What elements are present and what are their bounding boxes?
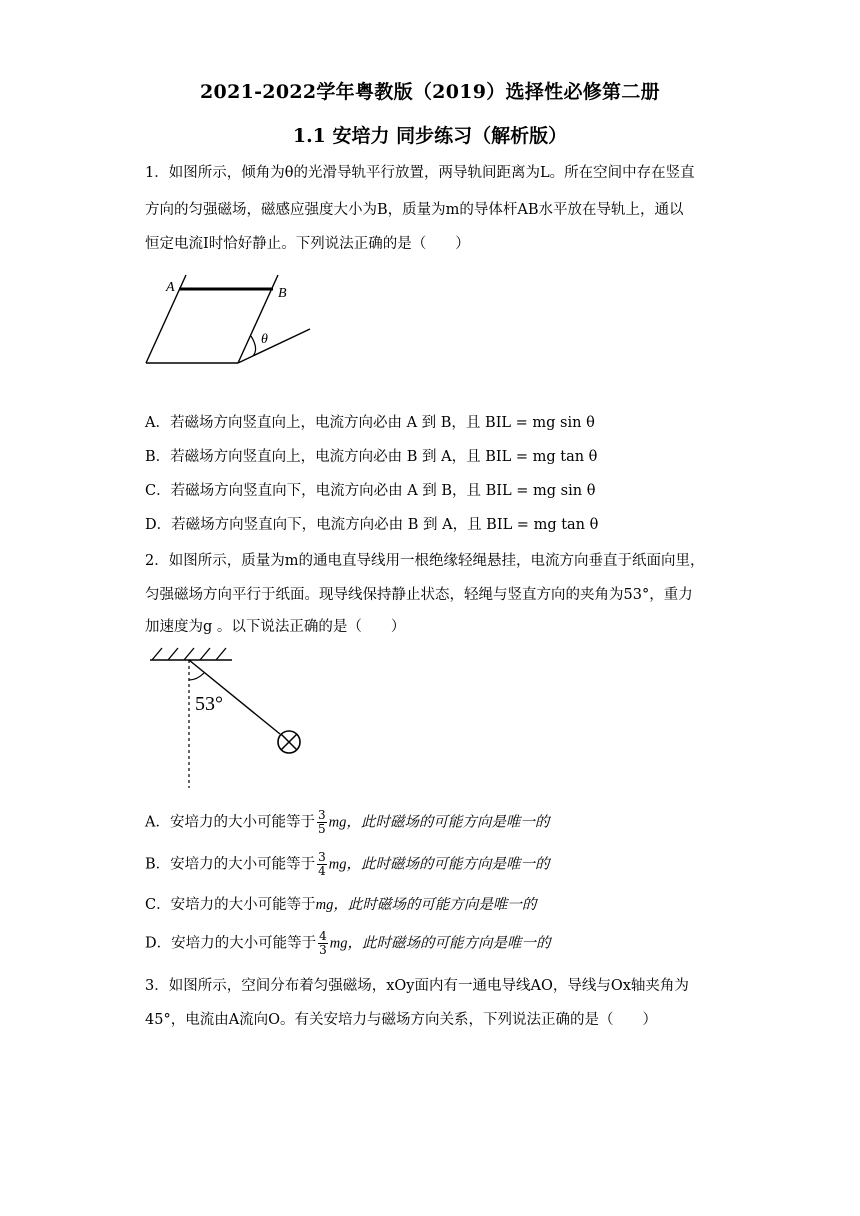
q1-option-a: A．若磁场方向竖直向上，电流方向必由 A 到 B，且 BIL = mg sin θ [145,415,595,431]
document-subtitle: 1.1 安培力 同步练习（解析版） [292,125,568,147]
q2-stem-line-1: 2．如图所示，质量为m的通电直导线用一根绝缘轻绳悬挂，电流方向垂直于纸面向里， [145,553,705,569]
q1-stem-line-2: 方向的匀强磁场，磁感应强度大小为B，质量为m的导体杆AB水平放在导轨上，通以 [145,202,684,218]
q2-option-c-tail: mg，此时磁场的可能方向是唯一的 [315,897,537,913]
fraction-numerator: 3 [317,808,326,822]
q2-hanging-wire-figure [148,646,308,792]
q1-option-d: D．若磁场方向竖直向下，电流方向必由 B 到 A，且 BIL = mg tan θ [145,517,599,533]
q2-option-d [145,930,551,957]
q3-stem-line-2: 45°，电流由A流向O。有关安培力与磁场方向关系，下列说法正确的是（ ） [145,1012,658,1028]
q2-option-d-prefix: D．安培力的大小可能等于 [145,935,317,952]
fraction [318,930,328,957]
q2-option-a-tail: mg，此时磁场的可能方向是唯一的 [328,814,550,831]
q2-stem-line-2: 匀强磁场方向平行于纸面。现导线保持静止状态，轻绳与竖直方向的夹角为53°，重力 [145,587,693,603]
fraction [317,809,327,836]
q2-option-c [145,893,536,914]
angle-label: 53° [195,693,223,715]
document-title: 2021-2022学年粤教版（2019）选择性必修第二册 [200,81,660,103]
q2-option-b-tail: mg，此时磁场的可能方向是唯一的 [328,856,550,873]
label-b: B [278,286,287,301]
fraction-numerator: 4 [319,929,327,943]
fraction-denominator: 4 [318,864,326,878]
fraction-denominator: 3 [319,943,327,957]
q2-stem-line-3: 加速度为g 。以下说法正确的是（ ） [145,619,406,635]
q2-option-a [145,809,549,836]
incline-base [238,329,310,363]
q1-stem-line-3: 恒定电流I时恰好静止。下列说法正确的是（ ） [145,236,470,252]
q2-option-a-prefix: A．安培力的大小可能等于 [145,814,315,831]
q2-option-d-tail: mg，此时磁场的可能方向是唯一的 [329,935,551,952]
q1-incline-rail-figure [140,268,320,368]
fraction-denominator: 5 [317,822,326,836]
label-theta: θ [261,332,268,347]
angle-arc [189,673,204,680]
label-a: A [166,280,175,295]
q2-option-b [145,851,550,878]
q1-stem-line-1: 1．如图所示，倾角为θ的光滑导轨平行放置，两导轨间距离为L。所在空间中存在竖直 [145,165,695,181]
q2-option-b-prefix: B．安培力的大小可能等于 [145,856,316,873]
q1-option-c: C．若磁场方向竖直向下，电流方向必由 A 到 B，且 BIL = mg sin θ [145,483,596,499]
q1-option-b: B．若磁场方向竖直向上，电流方向必由 B 到 A，且 BIL = mg tan θ [145,449,598,465]
theta-arc [251,336,256,356]
fraction-numerator: 3 [318,850,326,864]
fraction [317,851,327,878]
q2-option-c-prefix: C．安培力的大小可能等于 [145,897,316,913]
q3-stem-line-1: 3．如图所示，空间分布着匀强磁场，xOy面内有一通电导线AO，导线与Ox轴夹角为 [145,978,689,994]
